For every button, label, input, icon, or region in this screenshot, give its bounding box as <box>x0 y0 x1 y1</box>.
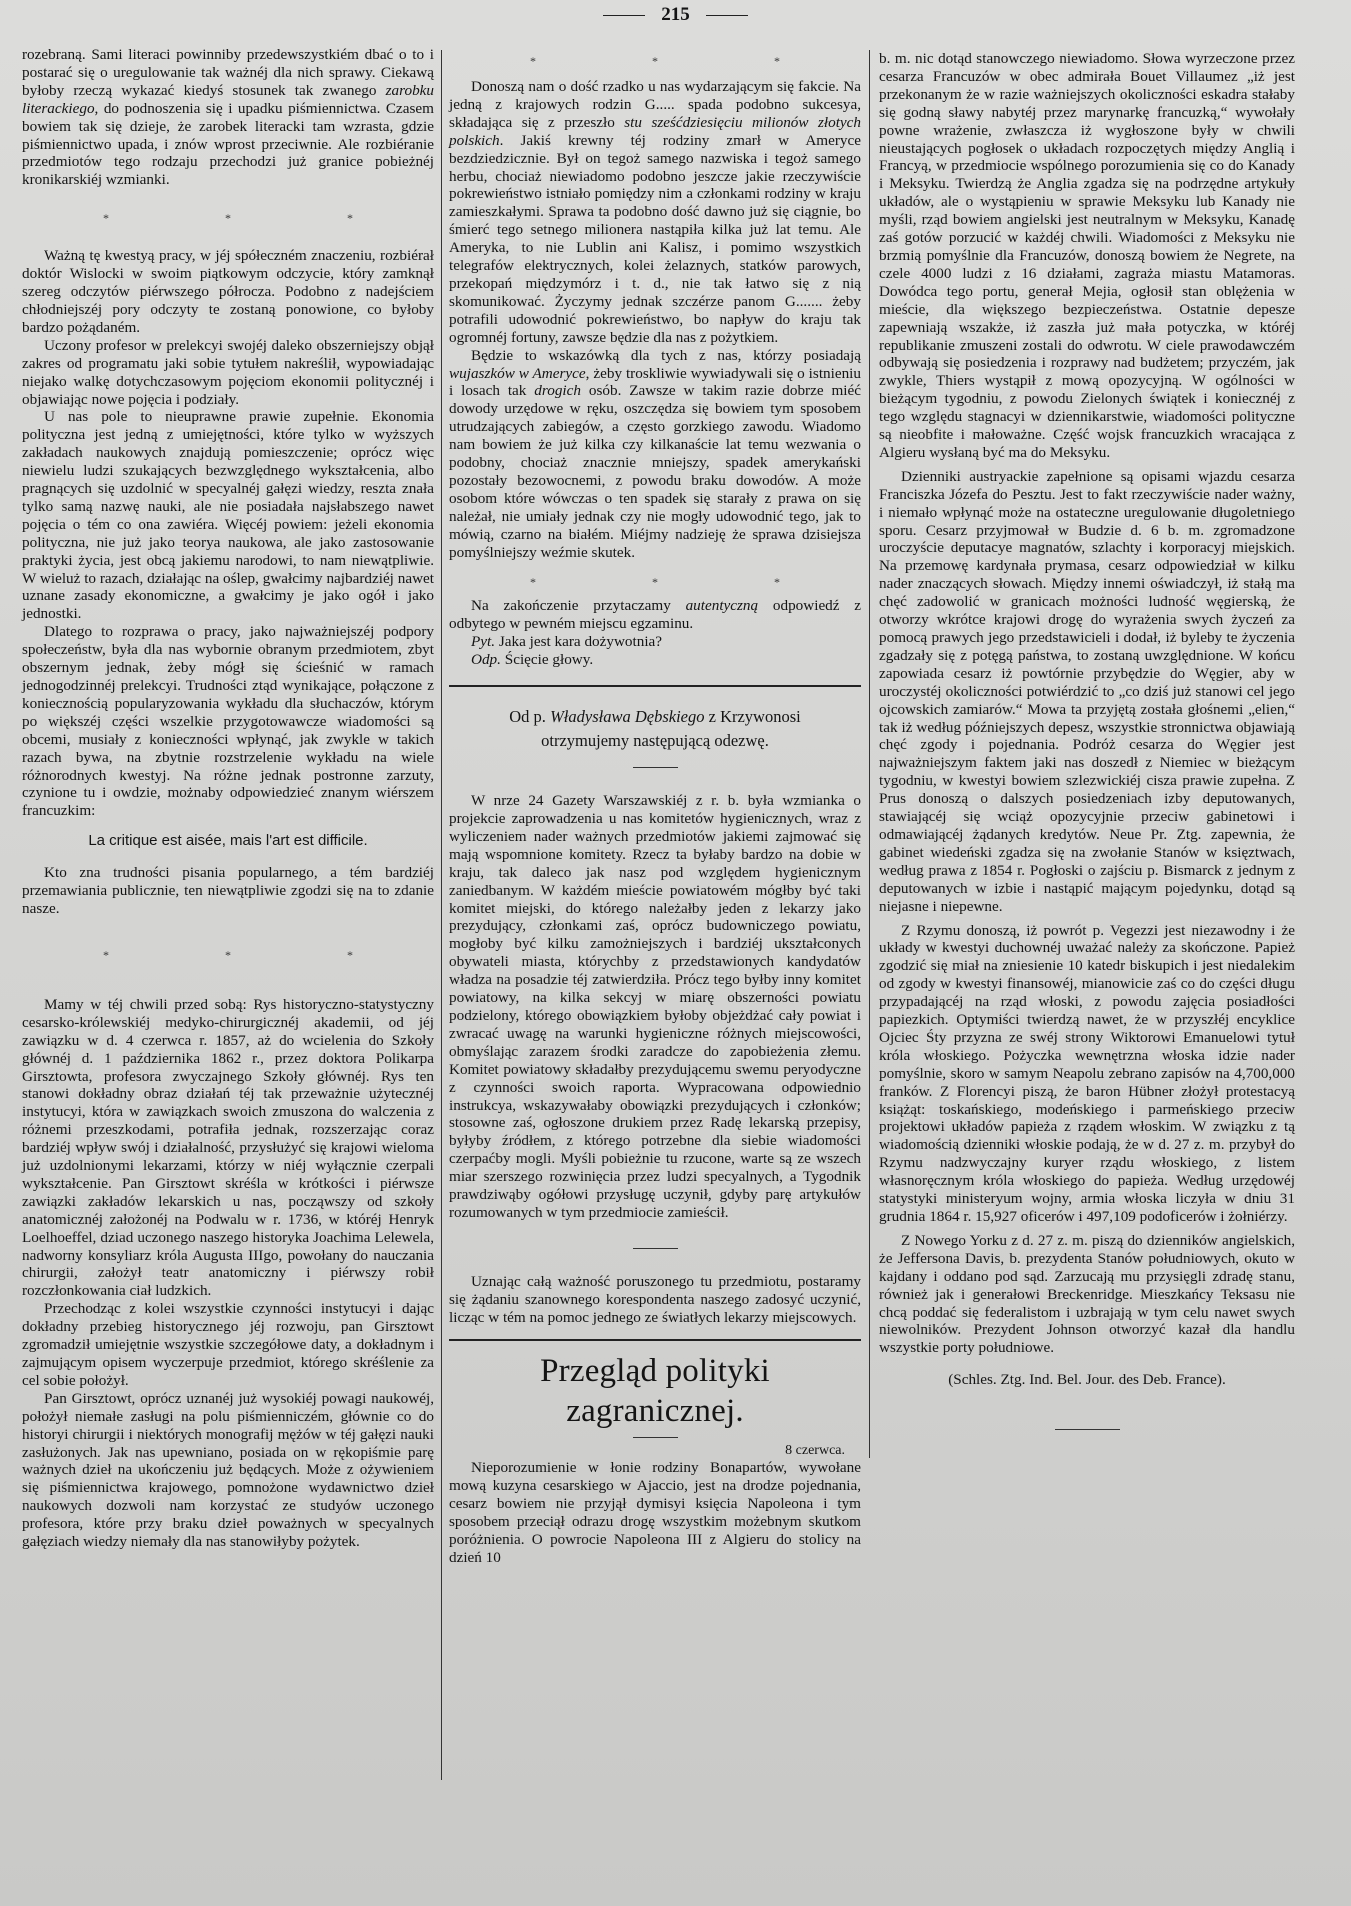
paragraph: rozebraną. Sami literaci powinniby przedewszystkiém dbać o to i postarać się o uregulowanie tak ważnéj dla nich sprawy. Ciekawą byłoby rzeczą wykazać kiedyś stosunek tak zwanego zarobku literackiego, do podnoszenia się i upadku piśmiennictwa. Czasem bowiem tak się dzieje, że zarobek literacki tam wzrasta, gdzie piśmiennictwo upada, i znów wprost przeciwnie. Ale rozbiéranie przedmiotów tego rodzaju przechodzi już granice pobieżnéj kronikarskiéj wzmianki. <box>22 46 435 189</box>
star-icon: * <box>530 575 536 590</box>
section-separator-stars <box>22 948 434 962</box>
paragraph: Dzienniki austryackie zapełnione są opisami wjazdu cesarza Franciszka Józefa do Pesztu. Jest to fakt rzeczywiście nader ważny, i niemało wpłynąć może na ostateczne uregulowanie długoletniego sporu. Cesarz przyjmował w Budzie d. 6 b. m. zgromadzone uroczyście deputacye magnatów, szlachty i korporacyj miejskich. Na przemowę kardynała prymasa, cesarz odpowiedział w kilku nader znaczących słowach. Między innemi oświadczył, iż stałą ma chęć zadowolić w granicach możności ludność węgierską, że otworzy wkrótce krajowi drogę do wyrażenia swych życzeń za pomocą prawych jego przedstawicieli i dodał, iż byleby te życzenia zgadzały się z potęgą państwa, to zostaną uwzględnione. W końcu zapowiada cesarz iż powtórnie przybędzie do Węgier, aby w uroczystéj okoliczności potwiérdzić to „co dziś już stanowi cel jego ojcowskich zamiarów.“ Mowa ta przyjętą została głośnemi „elien,“ tak iż według późniejszych depesz, wszystkie stronnictwa objawiają chęć zgody i pojednania. Podróż cesarza do Węgier jest najważniejszym faktem jaki nas doszedł z Niemiec w bieżącym tygodniu, w kwestyi bowiem szlezwickiéj cisza prawie zupełna. Z Prus donoszą o dalszych posiedzeniach izby deputowanych, stawiającéj się wciąż opozycyjnie przeciw gabinetowi i odmawiającéj żądanych kredytów. Neue Pr. Ztg. zapewnia, że gabinet wiedeński zgadza się na zwołanie Stanów w księztwach, według prawa z 1854 r. Pogłoski o zajściu p. Bismarck z jednym z deputowanych w izbie i nastąpić mającym pojedynku, dotąd są niejasne i niepewne. <box>879 467 1295 915</box>
section-rule <box>449 685 861 687</box>
french-quote: La critique est aisée, mais l'art est difficile. <box>88 832 368 850</box>
header-rule-right <box>706 15 748 16</box>
paragraph: Ważną tę kwestyą pracy, w jéj spółeczném znaczeniu, rozbiérał doktór Wislocki w swoim piątkowym odczycie, który zamknął szereg odczytów piérwszego półrocza. Podobno z nadejściem chłodniejszéj pory odczyty te zostaną ponowione, co byłoby bardzo pożądaném. <box>22 247 434 336</box>
paragraph: Z Nowego Yorku z d. 27 z. m. piszą do dzienników angielskich, że Jeffersona Davis, b. prezydenta Stanów południowych, okuto w kajdany i oddano pod sąd. Zarzucają mu przysięgli zdradę stanu, również jak i generałowi Breckenridge. Mieszkańcy Teksasu nie chcą poddać się federalistom i uzbrajają w tym celu nawet swych niewolników. Prezydent Johnson otworzyć kazał dla handlu wszystkie porty południowe. <box>879 1231 1295 1357</box>
italic-phrase: wujaszków w Ameryce <box>449 364 586 382</box>
paragraph: Mamy w téj chwili przed sobą: Rys historyczno-statystyczny cesarsko-królewskiéj medyko-chirurgicznéj akademii, od jéj zawiązku w d. 4 czerwca r. 1857, aż do wcielenia do Szkoły głównéj d. 1 października 1862 r., przez doktora Polikarpa Girsztowta, profesora zwyczajnego Szkoły głównéj. Rys ten stanowi dokładny obraz działań téj tak przeważnie użytecznéj instytucyi, która w zawiązkach swoich zmuszona do walczenia z różnemi przeszkodami, potrafiła jednak, rozszerzając coraz bardziéj wpływ swój i działalność, przysłużyć się krajowi wieloma już uzdolnionymi lekarzami, którzy w niéj wyłącznie czerpali wykształcenie. Pan Girsztowt skréśla w krótkości i piérwsze zawiązki zakładów lekarskich u nas, począwszy od szkoły anatomicznéj założonéj na Podwalu w r. 1736, w któréj Henryk Loelhoeffel, dziad uczonego naszego historyka Joachima Lelewela, nadworny konsyliarz króla Augusta IIIgo, powołany do nauczania chirurgii, założył teatr anatomiczny i piérwszy robił rozczłonkowania ciał ludzkich. <box>22 995 434 1300</box>
paragraph: Uznając całą ważność poruszonego tu przedmiotu, postaramy się żądaniu szanownego korespondenta naszego zadosyć uczynić, licząc w tém na pomoc jednego ze światłych lekarzy miejscowych. <box>449 1272 861 1326</box>
star-icon: * <box>774 54 780 68</box>
italic-phrase: zarobku literackiego <box>22 81 435 117</box>
news-sources: (Schles. Ztg. Ind. Bel. Jour. des Deb. France). <box>948 1371 1226 1389</box>
section-separator-stars <box>22 211 434 225</box>
column-left <box>22 46 434 1551</box>
author-name: Władysława Dębskiego <box>550 707 705 727</box>
short-rule <box>633 1248 678 1249</box>
italic-phrase: stu sześćdziesięciu milionów złotych polskich <box>449 113 862 149</box>
paragraph: Z Rzymu donoszą, iż powrót p. Vegezzi jest niezawodny i że układy w kwestyi duchownéj uważać należy za skończone. Papież zgodzić się miał na zniesienie 10 katedr biskupich i jest niedalekim od zgody w kwestyi finansowéj, mianowicie zaś co do części długu przypadającéj na rząd włoski, z powodu zajęcia posiadłości papiezkich. Optymiści twierdzą nawet, że w przyszłéj encyklice Ojciec Śty przyzna ze swéj strony Wiktorowi Emanuelowi tytuł króla włoskiego. Pożyczka wewnętrzna włoska idzie nader pomyślnie, skoro w samym Neapolu zebrano zapisów na 4,700,000 franków. Z Florencyi piszą, że baron Hübner złożył protestacyą książąt: toskańskiego, modeńskiego i parmeńskiego przeciw projektowi układów papieża z rządem włoskim. W związku z tą wiadomością dzienniki włoskie podają, że w d. 27 z. m. przybył do Rzymu nadzwyczajny kuryer rządu włoskiego, z listem własnoręcznym króla włoskiego do papieża. Według urzędowéj statystyki ministeryum wojny, armia włoska liczyła w dniu 31 grudnia 1864 r. 15,927 oficerów i 497,109 podoficerów i żołniérzy. <box>879 921 1295 1225</box>
star-icon: * <box>225 211 231 226</box>
exam-answer: Odp. Ścięcie głowy. <box>471 651 594 669</box>
star-icon: * <box>652 54 658 68</box>
paragraph: Uczony profesor w prelekcyi swojéj daleko obszerniejszy objął zakres od programatu jaki sobie tytułem nakreślił, wypowiadając niejako walkę dotychczasowym pojęciom ekonomii politycznéj i objawiając nowe pojęcia i podziały. <box>22 336 434 408</box>
paragraph: U nas pole to nieuprawne prawie zupełnie. Ekonomia polityczna jest jedną z umiejętności, które tylko w wyższych zakładach naukowych znajdują pomieszczenie; oprócz więc niewielu ludzi szukających bezwzględnego wykształcenia, albo pragnących się uzdolnić w specyalnéj gałęzi wiedzy, reszta znała tylko samą nazwę nauki, ale nie posiadała najsłabszego nawet pojęcia o tém co ona zawiéra. Więcéj powiem: jeżeli ekonomia polityczna, nie już jako teorya naukowa, ale jako zastosowanie praktyki życia, jest obcą jakiemu narodowi, to nam niewątpliwie. W wieluż to razach, działając na oślep, gwałcimy najbardziéj nawet uznane zasady ekonomiczne, a gwałcimy je jako ogół i jako jednostki. <box>22 408 434 623</box>
paragraph: Nieporozumienie w łonie rodziny Bonapartów, wywołane mową kuzyna cesarskiego w Ajaccio, jest na drodze pojednania, cesarz bowiem nie przyjął dymisyi księcia Napoleona i tym sposobem przeciął odrazu drogę wszystkim możebnym skutkom poróżnienia. O powrocie Napoleona III z Algieru do stolicy na dzień 10 <box>449 1459 861 1566</box>
italic-phrase: autentyczną <box>685 597 759 615</box>
star-icon: * <box>225 947 231 962</box>
page-number: 215 <box>661 4 690 25</box>
star-icon: * <box>774 575 780 590</box>
star-icon: * <box>103 211 109 226</box>
short-rule <box>633 1437 678 1438</box>
paragraph: W nrze 24 Gazety Warszawskiéj z r. b. była wzmianka o projekcie zaprowadzenia u nas komitetów hygienicznych, wraz z wyliczeniem nader ważnych przedmiotów jakiemi zajmować się mają wspomnione komitety. Rzecz ta byłaby bardzo na dobie w kraju, tak daleco jak nasz pod względem hygienicznym zaniedbanym. W każdém mieście powiatowém mógłby być taki komitet miejski, do którego należałby jeden z lekarzy jako prezydujący, członkami zaś, oprócz budowniczego powiatu, mogłoby być kilku zamożniejszych i bardziéj ukształconych obywateli miasta, którychby z przedstawionych kandydatów władza na posadzie téj zatwierdziła. Prócz tego byłby inny komitet powiatowy, na kilka sekcyj w miarę obszerności powiatu podzielony, którego obowiązkiem byłoby objeżdżać cały powiat i zwracać uwagę na warunki hygieniczne różnych miejscowości, obmyślając zarazem środki zaradcze do zapobieżenia złemu. Komitet powiatowy składałby prezydującemu swemu peryodyczne z czynności swoich raporta. Wypracowana odpowiednio instrukcya, wskazywałaby obowiązki prezydujących i członków; stosowne zaś, ogłoszone drukiem przez Radę lekarską przepisy, byłyby źródłem, z którego potrzebne dla siebie wiadomości czerpaćby mogli. Myśli pobieżnie tu rzucone, warte są ze wszech miar szerszego rozwinięcia przez ludzi specyalnych, a Tygodnik prawdziwąby ogółowi przysługę uczynił, gdyby parę artykułów rozumowanych w tym przedmiocie zamieścił. <box>449 792 861 1221</box>
page-header <box>0 4 1351 26</box>
column-divider-1 <box>441 50 442 1780</box>
paragraph: Pan Girsztowt, oprócz uznanéj już wysokiéj powagi naukowéj, położył niemałe zasługi na polu piśmienniczém, głównie co do historyi chirurgii i niektórych monografij mężów w téj gałęzi nauki zasłużonych. Jak nas upewniano, posiada on w rękopiśmie parę ważnych dzieł na ukończeniu już będących. Może z ożywieniem się piśmiennictwa krajowego, pomnożone wydawnictwo dzieł naukowych dozwoli nam korzystać ze studyów uczonego profesora, które przy braku dzieł poważnych w specyalnych gałęziach wiedzy niemały dla nas stanowiłyby pożytek. <box>22 1389 434 1551</box>
section-separator-stars <box>449 575 861 589</box>
paragraph: Będzie to wskazówką dla tych z nas, którzy posiadają wujaszków w Ameryce, żeby troskliwie wywiadywali się o istnieniu i losach tak drogich osób. Zawsze w takim razie dobrze miéć dowody urzędowe w ręku, oszczędza się bowiem tym sposobem utrudzających zabiegów, a często gorzkiego zawodu. Wiadomo nam bowiem że już kilka czy kilkanaście lat temu wezwania o podobny, chociaż znacznie mniejszy, spadek amerykański pozostały bezowocnemi, z powodu braku dowodów. A może osobom które wówczas o ten spadek się starały z prawa on się należał, nie umiały jednak czy nie mogły udowodnić tego, jak to mówią, czarno na białém. Miéjmy nadzieję że sprawa dzisiejsza pomyślniejszy weźmie skutek. <box>449 346 862 561</box>
star-icon: * <box>347 211 353 226</box>
letter-intro: Od p. Władysława Dębskiego z Krzywonosi otrzymujemy następującą odezwę. <box>509 707 801 751</box>
section-rule <box>449 1339 861 1341</box>
column-right <box>879 50 1295 1440</box>
star-icon: * <box>652 575 658 590</box>
star-icon: * <box>530 54 536 68</box>
paragraph: Na zakończenie przytaczamy autentyczną odpowiedź z odbytego w pewném miejscu egzaminu. <box>449 597 862 633</box>
short-rule <box>1055 1429 1120 1430</box>
column-divider-2 <box>869 50 870 1458</box>
star-icon: * <box>103 947 109 962</box>
paragraph: Donoszą nam o dość rzadko u nas wydarzającym się fakcie. Na jedną z krajowych rodzin G..... spada podobno sukcesya, składająca się z przeszło stu sześćdziesięciu milionów złotych polskich. Jakiś krewny téj rodziny zmarł w Ameryce bezdziedzicznie. Był on tegoż samego nazwiska i tegoż samego herbu, chociaż niewiadomo podobno jeszcze jakie rzeczywiście pokrewieństwo istniało pomiędzy nim a członkami rodziny w kraju zamieszkałymi. Sprawa ta podobno dość dawno już się ciągnie, bo śmierć tego setnego milionera nastąpiła kilka już lat temu. Ale Ameryka, to nie Lublin ani Kalisz, i pomimo wszystkich telegrafów elektrycznych, kolei żelaznych, statków parowych, przekopań międzymórz i t. d., nie tak łatwo się z nią skomunikować. Życzymy jednak szczérze panom G....... żeby potrafili udowodnić pokrewieństwo, bo napływ do kraju tak ogromnéj fortuny, zawsze będzie dla nas z pożytkiem. <box>449 78 862 346</box>
section-headline: Przegląd polityki zagranicznej. <box>540 1352 770 1429</box>
header-rule-left <box>603 15 645 16</box>
paragraph: Przechodząc z kolei wszystkie czynności instytucyi i dając dokładny przebieg historycznego jéj rozwoju, pan Girsztowt zgromadził umiejętnie wszystkie szczegółowe daty, a dokładnym i zajmującym opisem wyczerpuje przedmiot, którego skréślenie za cel sobie położył. <box>22 1300 434 1389</box>
exam-question: Pyt. Jaka jest kara dożywotnia? <box>471 633 663 651</box>
star-icon: * <box>347 947 353 962</box>
dateline: 8 czerwca. <box>785 1442 845 1458</box>
italic-phrase: drogich <box>534 382 581 400</box>
short-rule <box>633 767 678 768</box>
paragraph: Dlatego to rozprawa o pracy, jako najważniejszéj podpory społeczeństw, była dla nas wybornie obranym przedmiotem, zbyt obszernym jednak, żeby mógł się ścieśnić w ramach jednogodzinnéj prelekcyi. Trudności ztąd wynikające, połączone z koniecznością popularyzowania wykładu dla słuchaczów, którym po większéj części wszelkie przygotowawcze wiadomości są obcemi, musiały z konieczności wpłynąć, jak zwykle w takich razach bywa, na zbytnie rozstrzelenie wykładu na wiele różnorodnych kwestyj. Na różne jednak postronne zarzuty, czynione tu i owdzie, możnaby odpowiedzieć znanym wiérszem francuzkim: <box>22 623 434 820</box>
column-middle <box>449 46 861 1567</box>
paragraph: Kto zna trudności pisania popularnego, a tém bardziéj przemawiania publicznie, ten niewątpliwie zgodzi się na to zdanie nasze. <box>22 864 434 917</box>
paragraph: b. m. nic dotąd stanowczego niewiadomo. Słowa wyrzeczone przez cesarza Francuzów w obec admirała Bouet Villaumez „iż jest przekonanym że w razie ważniejszych okoliczności eskadra stałaby się godną sławy nabytéj przez marynarkę francuzką,“ wywołały powne wrażenie, zwłaszcza iż wygłoszone były w chwili nieustających pogłosek o układach rozpoczętych między Anglią i Francyą, w przedmiocie wspólnego porozumienia się co do Kanady i Meksyku. Twierdzą że Anglia zgadza się na podrzędne artykuły układów, ale o wystąpieniu w sprawie Meksyku lub Kanady nie myśli, rząd bowiem angielski jest neutralnym w Meksyku, Kanadę zaś gotów porzucić w każdéj chwili. Wiadomości z Meksyku nie brzmią pomyślnie dla Francuzów, donoszą bowiem że Negrete, na czele 4000 ludzi z 16 działami, zagraża miastu Matamoras. Dowódca tego portu, generał Mejia, ogłosił stan oblężenia w mieście, dla większego bezpieczeństwa. Ostatnie depesze zapewniają wszakże, iż zaszła już mała potyczka, w któréj republikanie zmuszeni zostali do odwrotu. W ciele prawodawczém odbywają się posiedzenia i rozprawy nad budżetem; przyczém, jak zwykle, Thiers wystąpił z mową opozycyjną. W ogólności w bieżącym tygodniu, z powodu Zielonych świątek i koniecznéj z tego względu stagnacyi w dziennikarstwie, wiadomości polityczne są nieobfite i małoważne. Część wojsk francuzkich wracająca z Algieru wysłaną być ma do Meksyku. <box>879 50 1295 461</box>
section-separator-stars <box>449 54 861 68</box>
